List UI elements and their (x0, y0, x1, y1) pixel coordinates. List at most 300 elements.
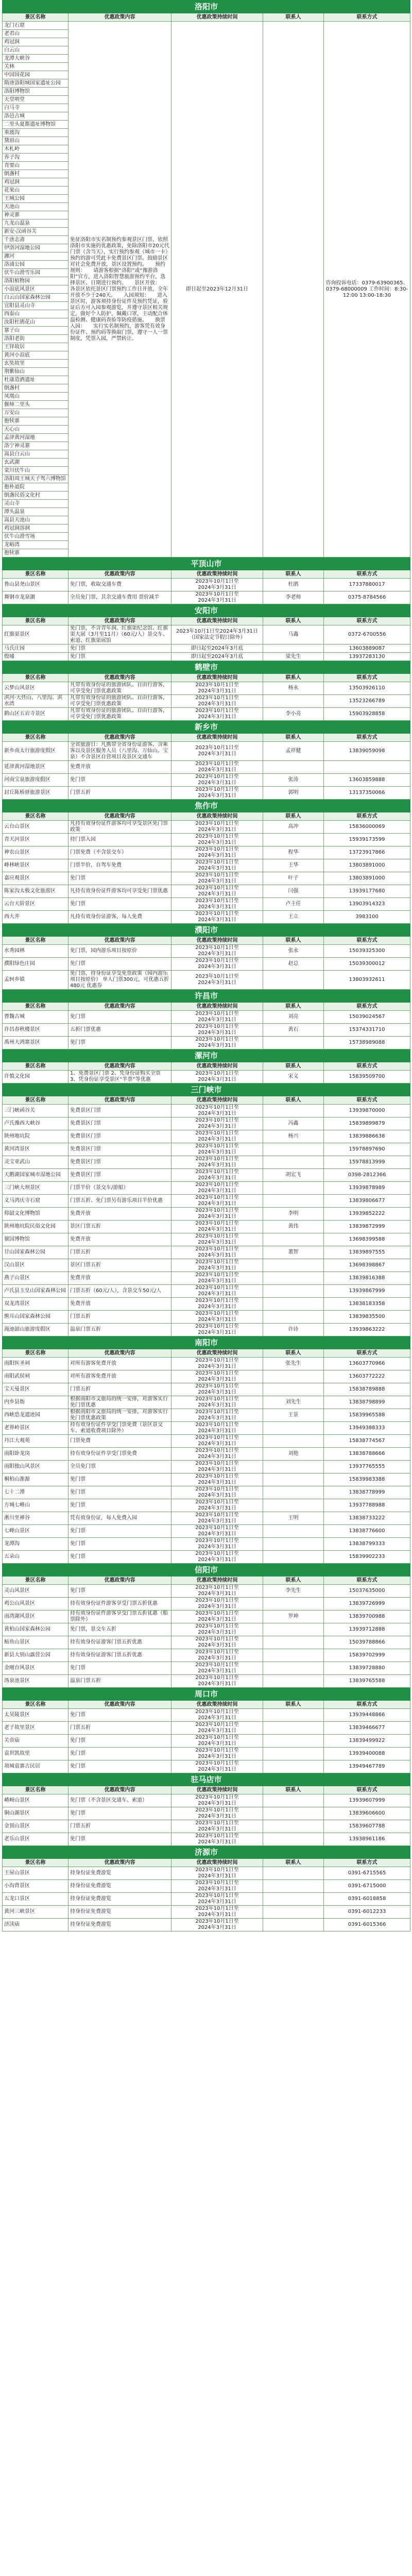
policy-cell: 免费开放 (68, 1233, 171, 1246)
contact-cell (263, 22, 324, 557)
duration-cell: 2023年10月1日至 2024年3月31日 (171, 1636, 263, 1649)
contact-cell: 董智 (263, 1246, 324, 1259)
contact-cell: 杨兴 (263, 1130, 324, 1143)
duration-cell: 2023年10月1日至 2024年3月31日 (171, 708, 263, 721)
contact-cell (263, 1906, 324, 1919)
table-row (3, 1820, 410, 1833)
scenic-name: 鸡冠洞 (3, 178, 68, 187)
phone-cell: 13939607999 (324, 1794, 410, 1807)
phone-cell: 15903928858 (324, 708, 410, 721)
scenic-name: 燕子山景区 (3, 1272, 68, 1285)
phone-cell: 13839466677 (324, 1722, 410, 1735)
phone-cell: 13949467789 (324, 1760, 410, 1773)
phone-cell: 15839983388 (324, 1473, 410, 1486)
column-header: 联系方式 (324, 570, 410, 579)
column-header: 优惠政策持续时间 (171, 1096, 263, 1105)
phone-cell: 13839059098 (324, 742, 410, 761)
contact-cell (263, 1598, 324, 1611)
table-row (3, 1195, 410, 1208)
table-row (3, 1906, 410, 1919)
duration-cell: 2023年10月1日至 2024年3月31日 (171, 1221, 263, 1233)
table-row (3, 695, 410, 708)
duration-cell: 2023年10月1日至 2024年3月31日 (171, 859, 263, 872)
phone-cell: 13939867999 (324, 1285, 410, 1298)
policy-cell: 持有效身份证件享受门票免费（景区景交车、索道收费项目除外） (68, 1422, 171, 1435)
section-header (3, 1049, 410, 1062)
column-header: 联系方式 (324, 1003, 410, 1011)
scenic-name: 太昊陵景区 (3, 1709, 68, 1722)
policy-cell: 门票半价（景交车/游船） (68, 1182, 171, 1195)
duration-cell: 2023年10月1日至 2024年3月31日 (171, 1358, 263, 1370)
table-row (3, 1422, 410, 1435)
duration-cell: 2023年10月1日至 2024年3月31日 (171, 1807, 263, 1820)
duration-cell: 2023年10月1日至 2024年3月31日 (171, 945, 263, 958)
column-header: 景区名称 (3, 1859, 68, 1867)
policy-cell: 门票半价，自驾车免费 (68, 859, 171, 872)
scenic-name: 袁世凯故里 (3, 1748, 68, 1760)
column-header: 优惠政策持续时间 (171, 1786, 263, 1794)
table-row (3, 1011, 410, 1024)
scenic-name: 木札岭 (3, 145, 68, 154)
phone-cell: 13839700988 (324, 1611, 410, 1623)
column-header: 联系人 (263, 937, 324, 945)
table-body (3, 1, 410, 1931)
contact-cell: 李明 (263, 1208, 324, 1221)
phone-cell: 13839835500 (324, 1311, 410, 1324)
duration-cell: 2023年10月1日至 2024年3月31日 (171, 1649, 263, 1662)
duration-cell: 2023年10月1日至 2024年3月31日 (171, 958, 263, 971)
phone-cell: 0398-2812366 (324, 1169, 410, 1182)
scenic-name: 西峡恐龙遗迹园 (3, 1409, 68, 1422)
column-header: 景区名称 (3, 1786, 68, 1794)
scenic-name: 熊耳山国家森林公园 (3, 1311, 68, 1324)
contact-cell (263, 1461, 324, 1473)
table-row (3, 1383, 410, 1396)
scenic-name: 老子故里景区 (3, 1722, 68, 1735)
duration-cell: 2023年10月1日至 2024年3月31日 (171, 1833, 263, 1846)
scenic-name: 伊洛河湿地公园 (3, 244, 68, 252)
duration-cell: 2023年10月1日至 2024年3月31日 (171, 682, 263, 695)
duration-cell: 2023年10月1日至 2024年3月31日 (171, 1461, 263, 1473)
section-header (3, 661, 410, 674)
column-header: 优惠政策内容 (68, 13, 171, 22)
contact-cell: 王华 (263, 859, 324, 872)
phone-cell: 13838799333 (324, 1538, 410, 1551)
policy-cell: 凡持有效身份证游客，每人免费 (68, 911, 171, 924)
policy-cell: 免费开放 (68, 1208, 171, 1221)
section-header (3, 800, 410, 812)
column-header: 优惠政策内容 (68, 1577, 171, 1585)
table-row (3, 958, 410, 971)
scenic-name: 栾川伏牛山 (3, 467, 68, 475)
column-header: 联系人 (263, 617, 324, 625)
phone-cell: 15838789888 (324, 1383, 410, 1396)
table-row (3, 1324, 410, 1336)
contact-cell: 王明 (263, 1512, 324, 1525)
contact-cell (263, 695, 324, 708)
column-header: 联系人 (263, 1577, 324, 1585)
scenic-name: 许昌春秋楼景区 (3, 1024, 68, 1037)
duration-cell: 2023年10月1日至 2024年3月31日 (171, 1143, 263, 1156)
contact-cell: 张先生 (263, 1358, 324, 1370)
policy-cell: 免门票 (68, 1011, 171, 1024)
column-header: 联系人 (263, 674, 324, 682)
scenic-name: 伏牛山滑雪乐园 (3, 269, 68, 277)
policy-cell: 门票五折 (68, 1383, 171, 1396)
column-header: 优惠政策持续时间 (171, 1859, 263, 1867)
phone-cell: 13838776600 (324, 1525, 410, 1538)
column-header: 景区名称 (3, 617, 68, 625)
policy-cell: 持有效身份证游客门票五折优惠 (68, 1636, 171, 1649)
policy-cell: 温泉门票五折 (68, 1675, 171, 1688)
section-title: 周口市 (3, 1688, 410, 1701)
policy-cell: 凡带有效身份证的旅游团队、自由行游客，可享受免门票优惠政策 (68, 695, 171, 708)
contact-cell: 胡宏飞 (263, 1169, 324, 1182)
policy-cell: 景区门票五折 (68, 1221, 171, 1233)
contact-cell: 高冲 (263, 821, 324, 834)
scenic-name: 白马寺 (3, 104, 68, 112)
section-header (3, 721, 410, 734)
column-header: 优惠政策内容 (68, 734, 171, 742)
phone-cell: 15978897690 (324, 1143, 410, 1156)
policy-cell: 凡带有效身份证的旅游团队、自由行游客，可享受免门票优惠政策 (68, 682, 171, 695)
policy-cell: 持门票入园 (68, 834, 171, 846)
scenic-name: 汝阳杜鹃花山 (3, 318, 68, 327)
scenic-name: 龙峪湾 (3, 541, 68, 549)
phone-cell: 0391-6715565 (324, 1867, 410, 1880)
scenic-name: 龙潭沟 (3, 1538, 68, 1551)
contact-cell: 宋义 (263, 1071, 324, 1083)
column-header: 联系方式 (324, 1062, 410, 1071)
table-row (3, 1833, 410, 1846)
contact-cell: 郭明 (263, 787, 324, 800)
table-row (3, 1435, 410, 1448)
table-row (3, 1649, 410, 1662)
scenic-name: 灵山风景区 (3, 1585, 68, 1598)
scenic-name: 殷墟 (3, 653, 68, 661)
contact-cell: 张永 (263, 945, 324, 958)
phone-cell: 13603772222 (324, 1370, 410, 1383)
table-row (3, 885, 410, 898)
section-title: 许昌市 (3, 990, 410, 1003)
table-row (3, 1409, 410, 1422)
table-row (3, 1105, 410, 1117)
scenic-name: 济渎庙 (3, 1919, 68, 1931)
policy-cell: 免费开放 (68, 761, 171, 774)
policy-cell: 免费景区门票 (68, 1156, 171, 1169)
column-header: 景区名称 (3, 1003, 68, 1011)
column-header: 联系方式 (324, 1859, 410, 1867)
column-header: 联系人 (263, 13, 324, 22)
phone-cell: 13839806677 (324, 1195, 410, 1208)
scenic-name: 南阳武侯祠 (3, 1370, 68, 1383)
scenic-name: 天池山 (3, 203, 68, 211)
phone-cell: 13838733222 (324, 1512, 410, 1525)
scenic-name: 隋唐洛阳城国家遗址公园 (3, 79, 68, 88)
section-header (3, 604, 410, 617)
phone-cell: 15836000069 (324, 821, 410, 834)
table-row (3, 774, 410, 787)
contact-cell: 闫强 (263, 885, 324, 898)
scenic-name: 卢氏县玉皇山国家森林公园 (3, 1285, 68, 1298)
scenic-name: 西泰山 (3, 310, 68, 318)
contact-cell (263, 1893, 324, 1906)
column-header: 联系方式 (324, 1577, 410, 1585)
column-header: 联系方式 (324, 1786, 410, 1794)
scenic-name: 鸡公山风景区 (3, 1598, 68, 1611)
column-header: 联系方式 (324, 734, 410, 742)
phone-cell: 15039788866 (324, 1636, 410, 1649)
scenic-name: 项城袁寨古民居 (3, 1760, 68, 1773)
phone-cell: 15839509700 (324, 1071, 410, 1083)
duration-cell: 2023年10月1日至 2024年3月31日 (171, 1383, 263, 1396)
scenic-name: 许慎文化园 (3, 1071, 68, 1083)
column-header-row (3, 1859, 410, 1867)
policy-cell: 持身份证免费游览 (68, 1867, 171, 1880)
scenic-name: 重渡沟 (3, 129, 68, 137)
duration-cell: 2023年10月1日至 2024年3月31日 (171, 695, 263, 708)
scenic-name: 鲇鱼山景区 (3, 1636, 68, 1649)
scenic-name: 洛浦公园 (3, 261, 68, 269)
contact-cell: 梁先生 (263, 653, 324, 661)
section-header (3, 1564, 410, 1577)
duration-cell: 2023年10月1日至 2024年3月31日 (171, 821, 263, 834)
table-row (3, 1722, 410, 1735)
scenic-name: 淇河·大伾山、八里沟、淇水湾 (3, 695, 68, 708)
duration-cell: 2023年10月1日至 2024年3月31日 (171, 1169, 263, 1182)
table-row (3, 708, 410, 721)
scenic-name: 洛邑古城 (3, 112, 68, 121)
scenic-name: 云梦山风景区 (3, 682, 68, 695)
column-header: 优惠政策内容 (68, 937, 171, 945)
table-row (3, 1143, 410, 1156)
table-row (3, 1208, 410, 1221)
policy-cell: 免门票 (68, 1037, 171, 1049)
scenic-name: 万安山 (3, 409, 68, 417)
table-row (3, 1169, 410, 1182)
policy-cell: 门票五折、免门票另有游乐项目半价优惠 (68, 1195, 171, 1208)
phone-cell: 13838798899 (324, 1396, 410, 1409)
column-header-row (3, 734, 410, 742)
phone-cell: 13839886638 (324, 1130, 410, 1143)
duration-cell: 2023年10月1日至 2024年3月31日 (171, 1585, 263, 1598)
section-title: 洛阳市 (3, 1, 410, 13)
policy-cell: 免门票 (68, 1538, 171, 1551)
scenic-name: 鹤山区五岩寺景区 (3, 708, 68, 721)
table-row (3, 1448, 410, 1461)
table-row (3, 1880, 410, 1893)
column-header: 优惠政策持续时间 (171, 1062, 263, 1071)
policy-cell: 免门票 (68, 872, 171, 885)
policy-cell: 免门票 (68, 774, 171, 787)
column-header: 联系方式 (324, 13, 410, 22)
policy-cell: 凡持有效身份证件游客均可享受景区免门票政策 (68, 821, 171, 834)
column-header-row (3, 570, 410, 579)
contact-cell: 孟祥健 (263, 742, 324, 761)
scenic-name: 新县大别山露营公园 (3, 1649, 68, 1662)
column-header: 联系方式 (324, 812, 410, 821)
policy-cell: 免门票 (68, 1499, 171, 1512)
scenic-name: 舞钢市龙泉湖 (3, 591, 68, 604)
phone-cell: 13839816388 (324, 1272, 410, 1285)
contact-cell (263, 1195, 324, 1208)
column-header: 优惠政策内容 (68, 812, 171, 821)
table-row (3, 1636, 410, 1649)
column-header: 联系人 (263, 1859, 324, 1867)
scenic-name: 小沟背景区 (3, 1880, 68, 1893)
policy-cell: 门票五折 (68, 1246, 171, 1259)
column-header: 联系方式 (324, 937, 410, 945)
duration-cell: 2023年10月1日至 2024年3月31日 (171, 1748, 263, 1760)
scenic-name: 千唐志斋 (3, 236, 68, 244)
scenic-name: 王屋山景区 (3, 1867, 68, 1880)
scenic-name: 新乡南太行旅游度假区 (3, 742, 68, 761)
scenic-name: 倒盏民俗文化村 (3, 492, 68, 500)
duration-cell: 2023年10月1日至 2024年3月31日 (171, 1311, 263, 1324)
duration-cell: 2023年10月1日至 2024年3月31日 (171, 1735, 263, 1748)
contact-cell: 王立 (263, 911, 324, 924)
scenic-name: 西大井 (3, 911, 68, 924)
table-row (3, 1735, 410, 1748)
scenic-name: 甘山国家森林公园 (3, 1246, 68, 1259)
contact-cell: 黄伟 (263, 1221, 324, 1233)
phone-cell: 13839765588 (324, 1675, 410, 1688)
scenic-name: 濮阳绿色庄园 (3, 958, 68, 971)
section-title: 三门峡市 (3, 1083, 410, 1096)
scenic-name: 黄河小浪底 (3, 351, 68, 360)
scenic-name: 汤泉池景区 (3, 1675, 68, 1688)
contact-cell (263, 1735, 324, 1748)
policy-cell: 持有效身份证件游客享受门票五折优惠 (68, 1598, 171, 1611)
scenic-name: 鸡冠洞 (3, 38, 68, 46)
duration-cell: 2023年10月1日至 2024年3月31日 (171, 1880, 263, 1893)
scenic-name: 峰林峡景区 (3, 859, 68, 872)
duration-cell: 2023年10月1日至 2024年3月31日 (171, 911, 263, 924)
duration-cell: 2023年10月1日至 2024年3月31日 (171, 1037, 263, 1049)
contact-cell (263, 1298, 324, 1311)
policy-cell: 持有效身份证件享受门票免费 (68, 1448, 171, 1461)
column-header-row (3, 812, 410, 821)
table-row (3, 834, 410, 846)
scenic-name: 洛阳老街 (3, 335, 68, 343)
contact-cell (263, 1807, 324, 1820)
phone-cell: 15037635000 (324, 1585, 410, 1598)
policy-cell: 免门票 (68, 958, 171, 971)
scenic-name: 南湾湖风景区 (3, 1611, 68, 1623)
phone-cell: 15039325300 (324, 945, 410, 958)
table-row (3, 1919, 410, 1931)
policy-cell: 免费开放 (68, 1298, 171, 1311)
table-row (3, 1272, 410, 1285)
column-header: 优惠政策内容 (68, 617, 171, 625)
table-row (3, 1748, 410, 1760)
contact-cell: 刘亮 (263, 1011, 324, 1024)
duration-cell: 2023年10月1日至 2024年3月31日 (171, 1011, 263, 1024)
policy-cell: 免门票，收取交通车费 (68, 579, 171, 591)
column-header-row (3, 1577, 410, 1585)
policy-cell: 五折门票优惠 (68, 1024, 171, 1037)
scenic-name: 孟轲乡镇 (3, 971, 68, 990)
scenic-name: 仰韶文化博物馆 (3, 1208, 68, 1221)
scenic-policy-table (2, 0, 410, 1931)
column-header: 优惠政策持续时间 (171, 1003, 263, 1011)
contact-cell (263, 1233, 324, 1246)
scenic-name: 五龙口景区 (3, 1893, 68, 1906)
section-title: 焦作市 (3, 800, 410, 812)
section-title: 平顶山市 (3, 557, 410, 570)
contact-cell (263, 1551, 324, 1564)
column-header: 联系人 (263, 1786, 324, 1794)
policy-cell: 免门票 (68, 1807, 171, 1820)
scenic-name: 天堂明堂 (3, 96, 68, 104)
policy-cell: 免门票 (68, 1760, 171, 1773)
policy-cell: 免费景区门票 (68, 1105, 171, 1117)
scenic-name: 双龙湾景区 (3, 1298, 68, 1311)
column-header: 优惠政策持续时间 (171, 674, 263, 682)
duration-cell: 2023年10月1日至 2024年3月31日 (171, 1525, 263, 1538)
duration-cell: 2023年10月1日至 2024年3月31日 (171, 1867, 263, 1880)
table-row (3, 945, 410, 958)
scenic-name: 嵖岈山景区 (3, 1794, 68, 1807)
contact-cell (263, 1623, 324, 1636)
policy-cell: 对所有游客免费开放 (68, 1358, 171, 1370)
column-header: 联系人 (263, 1096, 324, 1105)
phone-cell: 15838774567 (324, 1435, 410, 1448)
scenic-name: 内乡县衙 (3, 1396, 68, 1409)
policy-cell: 持身份证免费游览 (68, 1880, 171, 1893)
duration-cell: 2023年10月1日至 2024年3月31日 (171, 898, 263, 911)
column-header: 景区名称 (3, 570, 68, 579)
scenic-name: 天心山 (3, 426, 68, 434)
scenic-name: 南阳卧龙岗 (3, 1448, 68, 1461)
scenic-name: 龙门石窟 (3, 22, 68, 30)
duration-cell: 即日起至2024年3月底 (171, 653, 263, 661)
duration-cell: 2023年10月1日至 2024年3月31日 (171, 591, 263, 604)
contact-cell: 杨永 (263, 682, 324, 695)
column-header: 联系人 (263, 734, 324, 742)
contact-cell (263, 1285, 324, 1298)
policy-cell: 免门票 (68, 1525, 171, 1538)
section-title: 信阳市 (3, 1564, 410, 1577)
scenic-name: 金刚台风景区 (3, 1662, 68, 1675)
phone-cell: 15839702999 (324, 1649, 410, 1662)
duration-cell: 2023年10月1日至 2024年3月31日 (171, 1820, 263, 1833)
scenic-name: 嵩县天池山 (3, 516, 68, 524)
policy-cell: 免费开放 (68, 1272, 171, 1285)
contact-cell: 叶子 (263, 872, 324, 885)
phone-cell: 13937788988 (324, 1499, 410, 1512)
table-row (3, 1611, 410, 1623)
policy-cell: 免费景区门票 (68, 1130, 171, 1143)
phone-cell: 15978813999 (324, 1156, 410, 1169)
duration-cell: 2023年10月1日至 2024年3月31日 (171, 1760, 263, 1773)
duration-cell: 2023年10月1日至 2024年3月31日 (171, 742, 263, 761)
phone-cell: 17337880017 (324, 579, 410, 591)
table-row (3, 1893, 410, 1906)
phone-cell: 13698398867 (324, 1259, 410, 1272)
section-title: 漯河市 (3, 1049, 410, 1062)
table-row (3, 1298, 410, 1311)
scenic-name: 玄奘故里 (3, 360, 68, 368)
contact-cell (263, 1880, 324, 1893)
policy-cell: 全省旅游日：凡携带全省身份证游客，含乘客以及景区服务人员（八里沟、万仙山、宝泉）不含景区自营项目及景区交通车 (68, 742, 171, 761)
phone-cell: 13803891000 (324, 872, 410, 885)
scenic-name: 金顶山景区 (3, 1820, 68, 1833)
duration-cell: 2023年10月1日至 2024年3月31日 (171, 1324, 263, 1336)
contact-cell (263, 1760, 324, 1773)
contact-cell (263, 1105, 324, 1117)
phone-cell: 3983100 (324, 911, 410, 924)
